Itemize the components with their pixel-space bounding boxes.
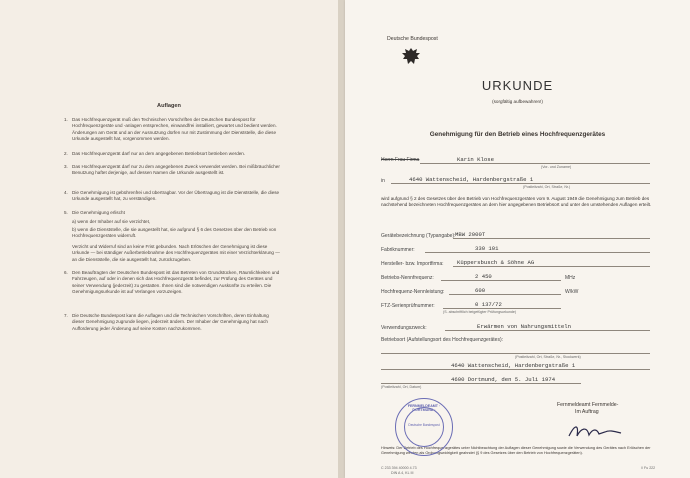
purpose-line xyxy=(445,330,650,331)
field-line xyxy=(443,308,561,309)
certificate-page xyxy=(345,0,690,478)
condition-item: 6. Den Beauftragten der Deutschen Bundespost ist das Betreten von Grundstücken, Räumlichkeiten und Fahrzeugen, auf oder in denen sich das Hochfrequenzgerät befindet, zur Prüfung des Gerätes und seiner Verwendung (jederzeit) zu gestatten. Ihnen sind die notwendigen Auskünfte zu erteilen. Die Genehmigungsurkunde ist auf Verlangen vorzuzeigen. xyxy=(64,270,280,294)
field-label: Fabriknummer: xyxy=(381,247,415,253)
notice-text: Hinweis: Der Betrieb des Hochfrequenzgerätes unter Nichtbeachtung der Auflagen dieser Genehmigung sowie die Verwendung des Gerätes nach Erlöschen der Genehmigung werden als Ordnungswidrigkeit geahndet (§ 9 des Gesetzes über den Betrieb von Hochfrequenzgeräten). xyxy=(381,446,651,455)
holder-address: 4640 Wattenscheid, Hardenbergstraße 1 xyxy=(409,176,534,183)
address-line xyxy=(391,183,650,184)
field-label: FTZ-Serienprüfnummer: xyxy=(381,303,435,309)
power-unit: W/kW xyxy=(565,289,579,295)
issuer-label: Deutsche Bundespost xyxy=(387,36,438,42)
conditions-page xyxy=(0,0,338,478)
condition-item: a) wenn der Inhaber auf sie verzichtet, xyxy=(72,219,151,224)
location-sublabel: (Postleitzahl, Ort, Straße, Nr., Stockwerk) xyxy=(515,355,581,359)
official-stamp xyxy=(395,398,453,456)
form-code: C 233 394 40000 4.73 xyxy=(381,466,417,470)
issue-date: 4600 Dortmund, den 5. Juli 1974 xyxy=(451,376,556,383)
address-sublabel: (Postleitzahl, Ort, Straße, Nr.) xyxy=(523,185,571,189)
manufacturer-value: Küppersbusch & Söhne AG xyxy=(457,259,535,266)
condition-item: 7. Die Deutsche Bundespost kann die Auflagen und die Technischen Vorschriften, deren Einhaltung dieser Genehmigung zugrunde liegen, jederzeit ändern. Der Inhaber der Genehmigung hat nach Aufforderung jeder Änderung auf seine Kosten nachzukommen. xyxy=(64,313,269,331)
condition-item: b) wenn die Dienststelle, die sie ausgestellt hat, sie aufgrund § 6 des Gesetzes über den Betrieb von Hochfrequenzgeräten widerruft. xyxy=(72,227,277,239)
power-value: 600 xyxy=(475,287,486,294)
date-line xyxy=(381,383,581,384)
office-label: Fernmeldeamt Fernmelde- xyxy=(557,402,619,408)
field-label: Gerätebezeichnung (Typangabe): xyxy=(381,233,456,239)
permit-heading: Genehmigung für den Betrieb eines Hochfrequenzgerätes xyxy=(429,131,606,138)
legal-basis-text: wird aufgrund § 2 des Gesetzes über den Betrieb von Hochfrequenzgeräten vom 9. August 1949 die Genehmigung zum Betrieb des nachstehend bezeichneten Hochfrequenzgerätes an dem hier angegebenen Betriebsort und unter den umstehenden Auflagen erteilt. xyxy=(381,196,652,208)
field-label: Hersteller- bzw. Importfirma: xyxy=(381,261,444,267)
condition-item: 1. Das Hochfrequenzgerät muß den Technischen Vorschriften der Deutschen Bundespost für Hochfrequenzgeräte und -anlagen entsprechen, einwandfrei installiert, gewartet und bedient werden. Änderungen am Gerät und an der Ausnutzung dürfen nur mit Zustimmung der Dienststelle, die diese Urkunde ausgestellt hat, vorgenommen werden. xyxy=(64,117,277,141)
holder-name: Karin Klose xyxy=(457,156,494,163)
field-label: Hochfrequenz-Nennleistung: xyxy=(381,289,445,295)
location-label: Betriebsort (Aufstellungsort des Hochfrequenzgerätes): xyxy=(381,337,504,343)
ftz-sublabel: (S. abschriftlich beigefügter Prüfungsurkunde) xyxy=(443,310,517,314)
name-label: Herrn Frau Firma xyxy=(381,157,420,163)
location-line-1 xyxy=(381,353,650,354)
condition-item: 4. Die Genehmigung ist gebührenfrei und übertragbar. Vor der Übertragung ist die Dienststelle, die diese Urkunde ausgestellt hat, zu verständigen. xyxy=(64,190,280,202)
document-title: URKUNDE xyxy=(481,78,554,93)
purpose-value: Erwärmen von Nahrungsmitteln xyxy=(477,323,571,330)
form-reference: // Fu 222 xyxy=(641,466,656,470)
name-line xyxy=(420,163,650,164)
condition-item: 5. Die Genehmigung erlischt xyxy=(64,210,125,215)
name-sublabel: (Vor- und Zuname) xyxy=(541,165,572,169)
official-signature-icon xyxy=(565,420,625,442)
federal-eagle-icon xyxy=(400,46,422,68)
stamp-center-text: Deutsche Bundespost xyxy=(408,423,440,427)
in-label: in xyxy=(381,178,385,184)
field-line xyxy=(441,280,561,281)
condition-item: Verzicht und Widerruf sind an keine Frist gebunden. Nach Erlöschen der Genehmigung ist diese Urkunde — bei ständiger Außerbetriebnahme des Hochfrequenzgerätes mit einer Verzichterklärung — an die Dienststelle, die sie ausgestellt hat, zurückzugeben. xyxy=(72,244,280,262)
condition-item: 2. Das Hochfrequenzgerät darf nur an dem angegebenen Betriebsort betrieben werden. xyxy=(64,151,246,156)
page-gutter xyxy=(338,0,345,478)
serial-number-value: 330 101 xyxy=(475,245,499,252)
field-label: Betriebs-Nennfrequenz: xyxy=(381,275,434,281)
location-line-2 xyxy=(381,369,650,370)
field-line xyxy=(453,266,650,267)
frequency-value: 2 450 xyxy=(475,273,492,280)
field-line xyxy=(453,238,650,239)
form-format: DIN A 4, KL III xyxy=(391,471,414,475)
ftz-number-value: 0 137/72 xyxy=(475,301,502,308)
location-value: 4640 Wattenscheid, Hardenbergstraße 1 xyxy=(451,362,576,369)
stamp-text: FERNMELDEAMT · DORTMUND · xyxy=(407,404,441,412)
frequency-unit: MHz xyxy=(565,275,576,281)
on-behalf-label: Im Auftrag xyxy=(575,409,599,415)
field-line xyxy=(449,294,561,295)
conditions-title: Auflagen xyxy=(157,103,181,109)
condition-item: 3. Das Hochfrequenzgerät darf nur zu dem angegebenen Zweck verwendet werden. Bei mißbräuchlicher Benutzung haftet derjenige, auf dessen Namen die Urkunde ausgestellt ist. xyxy=(64,164,280,176)
device-type-value: MBW 2000T xyxy=(455,231,486,238)
stamp-inner-ring xyxy=(404,407,444,447)
purpose-label: Verwendungszweck: xyxy=(381,325,427,331)
field-line xyxy=(425,252,650,253)
document-subtitle: (sorgfältig aufbewahren!) xyxy=(492,99,543,104)
date-sublabel: (Postleitzahl, Ort, Datum) xyxy=(381,385,422,389)
